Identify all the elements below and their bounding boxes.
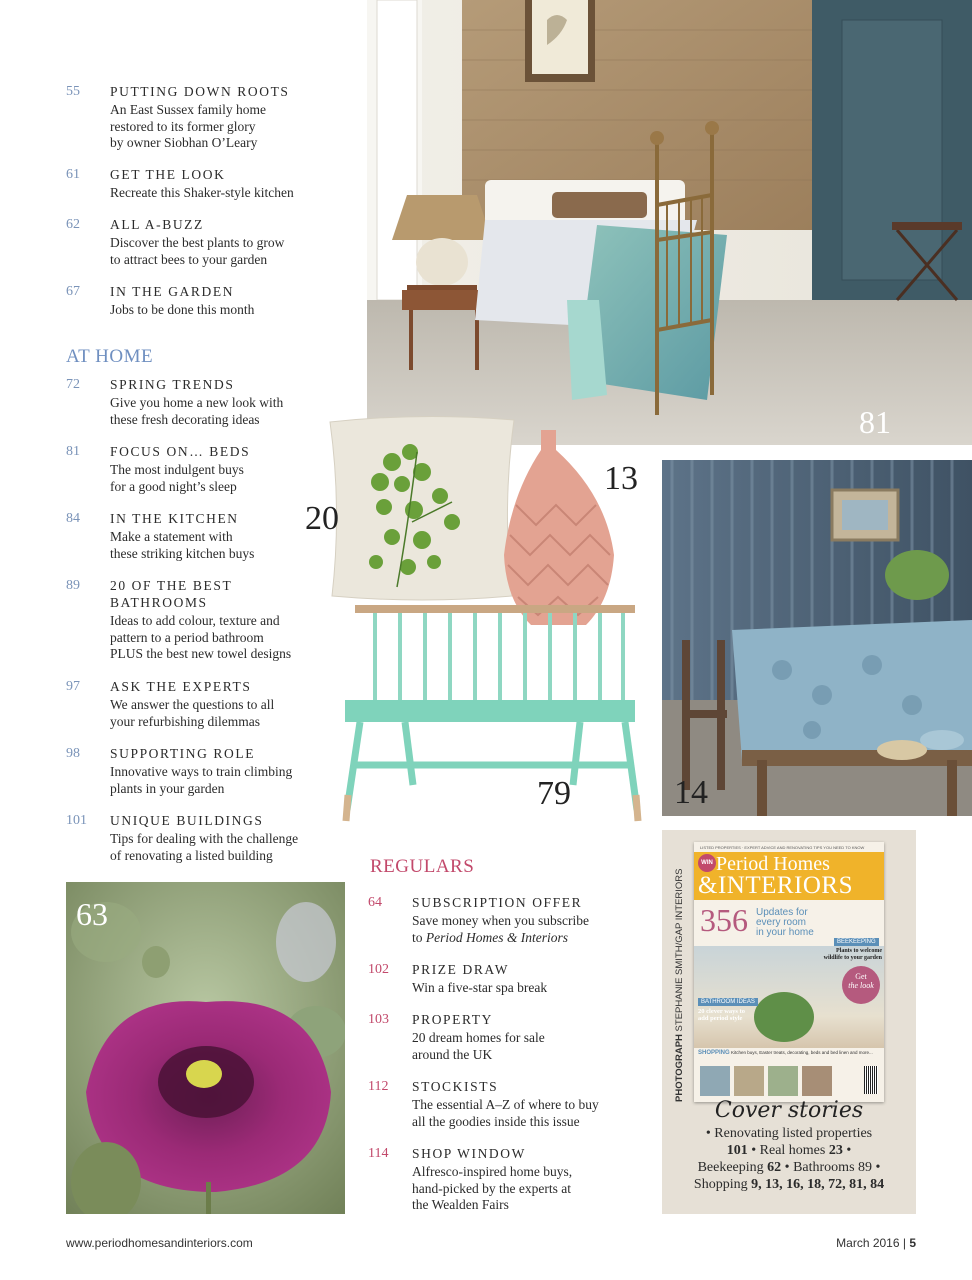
- entry-title: IN THE KITCHEN: [110, 511, 239, 526]
- entry-title: SUPPORTING ROLE: [110, 746, 256, 761]
- mag-beekeeping: BEEKEEPING: [834, 938, 879, 946]
- page-number: 61: [66, 167, 80, 182]
- entry-desc: Discover the best plants to grow to attract bees to your garden: [110, 235, 285, 267]
- bench-photo: [325, 595, 645, 825]
- bedroom-photo: [367, 0, 972, 445]
- dining-photo: [662, 460, 972, 816]
- cover-stories-title: Cover stories: [714, 1098, 864, 1123]
- page-number: 89: [66, 578, 80, 593]
- page-number: 112: [368, 1079, 389, 1094]
- mag-getlook: Get the look: [842, 966, 880, 1004]
- mag-win-badge: WIN: [698, 854, 716, 872]
- page-number: 101: [66, 813, 87, 828]
- photo-credit: PHOTOGRAPH STEPHANIE SMITH/GAP INTERIORS: [674, 868, 685, 1102]
- mag-thumb-1: [700, 1066, 730, 1096]
- mag-thumb-2: [734, 1066, 764, 1096]
- bench-illustration: [325, 595, 645, 825]
- entry-title-line2: BATHROOMS: [110, 595, 208, 610]
- mag-plant-shape: [754, 992, 814, 1042]
- section-heading-regulars: REGULARS: [370, 856, 475, 877]
- entry-desc: Save money when you subscribe to Period Homes & Interiors: [412, 913, 589, 945]
- entry-desc: An East Sussex family home restored to its former glory by owner Siobhan O’Leary: [110, 102, 266, 150]
- footer-folio: [830, 1236, 916, 1250]
- mag-shopping: SHOPPING Kitchen buys, Easter treats, decorating, beds and bed linen and more...: [698, 1050, 873, 1056]
- page-number-14: 14: [674, 774, 708, 811]
- entry-title: STOCKISTS: [412, 1079, 499, 1094]
- mag-updates: Updates for every room in your home: [756, 907, 814, 938]
- page-number: 84: [66, 511, 80, 526]
- footer-date: March 2016 |: [836, 1236, 910, 1250]
- entry-desc: The essential A–Z of where to buy all the goodies inside this issue: [412, 1097, 599, 1129]
- page-number: 81: [66, 444, 80, 459]
- cushion-illustration: [322, 412, 522, 604]
- page-number-79: 79: [537, 775, 571, 812]
- cover-line-1: • Renovating listed properties: [705, 1126, 873, 1141]
- mag-plants: Plants to welcome wildlife to your garden: [823, 948, 882, 961]
- cover-stories: [662, 1098, 916, 1193]
- entry-title: SPRING TRENDS: [110, 377, 235, 392]
- entry-desc: Ideas to add colour, texture and pattern to a period bathroom PLUS the best new towel designs: [110, 613, 292, 661]
- cushion-photo: [322, 412, 522, 604]
- entry-desc: Innovative ways to train climbing plants in your garden: [110, 764, 293, 796]
- page-number-81: 81: [859, 404, 891, 440]
- page-number-20: 20: [305, 500, 339, 537]
- entry-title: UNIQUE BUILDINGS: [110, 813, 264, 828]
- magazine-cover[interactable]: [694, 842, 884, 1102]
- mag-bathroom: BATHROOM IDEAS: [698, 998, 758, 1006]
- page-number: 55: [66, 84, 80, 99]
- page-number: 97: [66, 679, 80, 694]
- entry-title: ASK THE EXPERTS: [110, 679, 252, 694]
- poppy-photo: [66, 882, 345, 1214]
- cover-line-4: Shopping 9, 13, 16, 18, 72, 81, 84: [693, 1177, 885, 1192]
- dining-illustration: [662, 460, 972, 816]
- entry-desc: Jobs to be done this month: [110, 302, 255, 317]
- entry-desc: Alfresco-inspired home buys, hand-picked by the experts at the Wealden Fairs: [412, 1164, 573, 1212]
- entry-desc: 20 dream homes for sale around the UK: [412, 1030, 545, 1062]
- entry-title: 20 OF THE BEST: [110, 578, 233, 593]
- entry-title: ALL A-BUZZ: [110, 217, 204, 232]
- page-number: 98: [66, 746, 80, 761]
- footer-url[interactable]: www.periodhomesandinteriors.com: [66, 1236, 253, 1250]
- mag-356: 356: [700, 902, 748, 938]
- cover-line-2: 101 • Real homes 23 •: [726, 1143, 852, 1158]
- entry-title: SHOP WINDOW: [412, 1146, 526, 1161]
- page-number: 67: [66, 284, 80, 299]
- mag-thumb-4: [802, 1066, 832, 1096]
- section-heading-at-home: AT HOME: [66, 346, 154, 367]
- entry-title: PROPERTY: [412, 1012, 494, 1027]
- entry-desc: Make a statement with these striking kitchen buys: [110, 529, 255, 561]
- entry-title: PRIZE DRAW: [412, 962, 510, 977]
- entry-title: FOCUS ON… BEDS: [110, 444, 251, 459]
- bedroom-illustration: [367, 0, 972, 445]
- mag-barcode: [864, 1066, 878, 1094]
- mag-strap: LISTED PROPERTIES · EXPERT ADVICE AND RENOVATING TIPS YOU NEED TO KNOW: [700, 845, 865, 850]
- entry-title: PUTTING DOWN ROOTS: [110, 84, 290, 99]
- cover-box: [662, 830, 916, 1214]
- cover-line-3: Beekeeping 62 • Bathrooms 89 •: [697, 1160, 881, 1175]
- page-number-13: 13: [604, 460, 638, 497]
- page-number: 62: [66, 217, 80, 232]
- page-number-63: 63: [76, 896, 108, 932]
- page-number: 103: [368, 1012, 389, 1027]
- mag-title-1: Period Homes: [716, 853, 830, 875]
- page-number: 72: [66, 377, 80, 392]
- entry-desc: Tips for dealing with the challenge of renovating a listed building: [110, 831, 299, 863]
- page-number: 102: [368, 962, 389, 977]
- entry-desc: Recreate this Shaker-style kitchen: [110, 185, 294, 200]
- mag-bathroom-2: 20 clever ways to add period style: [698, 1008, 745, 1022]
- entry-desc: Give you home a new look with these fresh decorating ideas: [110, 395, 284, 427]
- mag-thumb-3: [768, 1066, 798, 1096]
- entry-desc: We answer the questions to all your refurbishing dilemmas: [110, 697, 275, 729]
- entry-desc: Win a five-star spa break: [412, 980, 548, 995]
- entry-title: IN THE GARDEN: [110, 284, 235, 299]
- footer-page-number: 5: [909, 1236, 916, 1250]
- page-number: 114: [368, 1146, 389, 1161]
- mag-title-2: &INTERIORS: [698, 872, 853, 899]
- entry-desc: The most indulgent buys for a good night’s sleep: [110, 462, 244, 494]
- entry-title: SUBSCRIPTION OFFER: [412, 895, 583, 910]
- page-number: 64: [368, 895, 382, 910]
- entry-title: GET THE LOOK: [110, 167, 226, 182]
